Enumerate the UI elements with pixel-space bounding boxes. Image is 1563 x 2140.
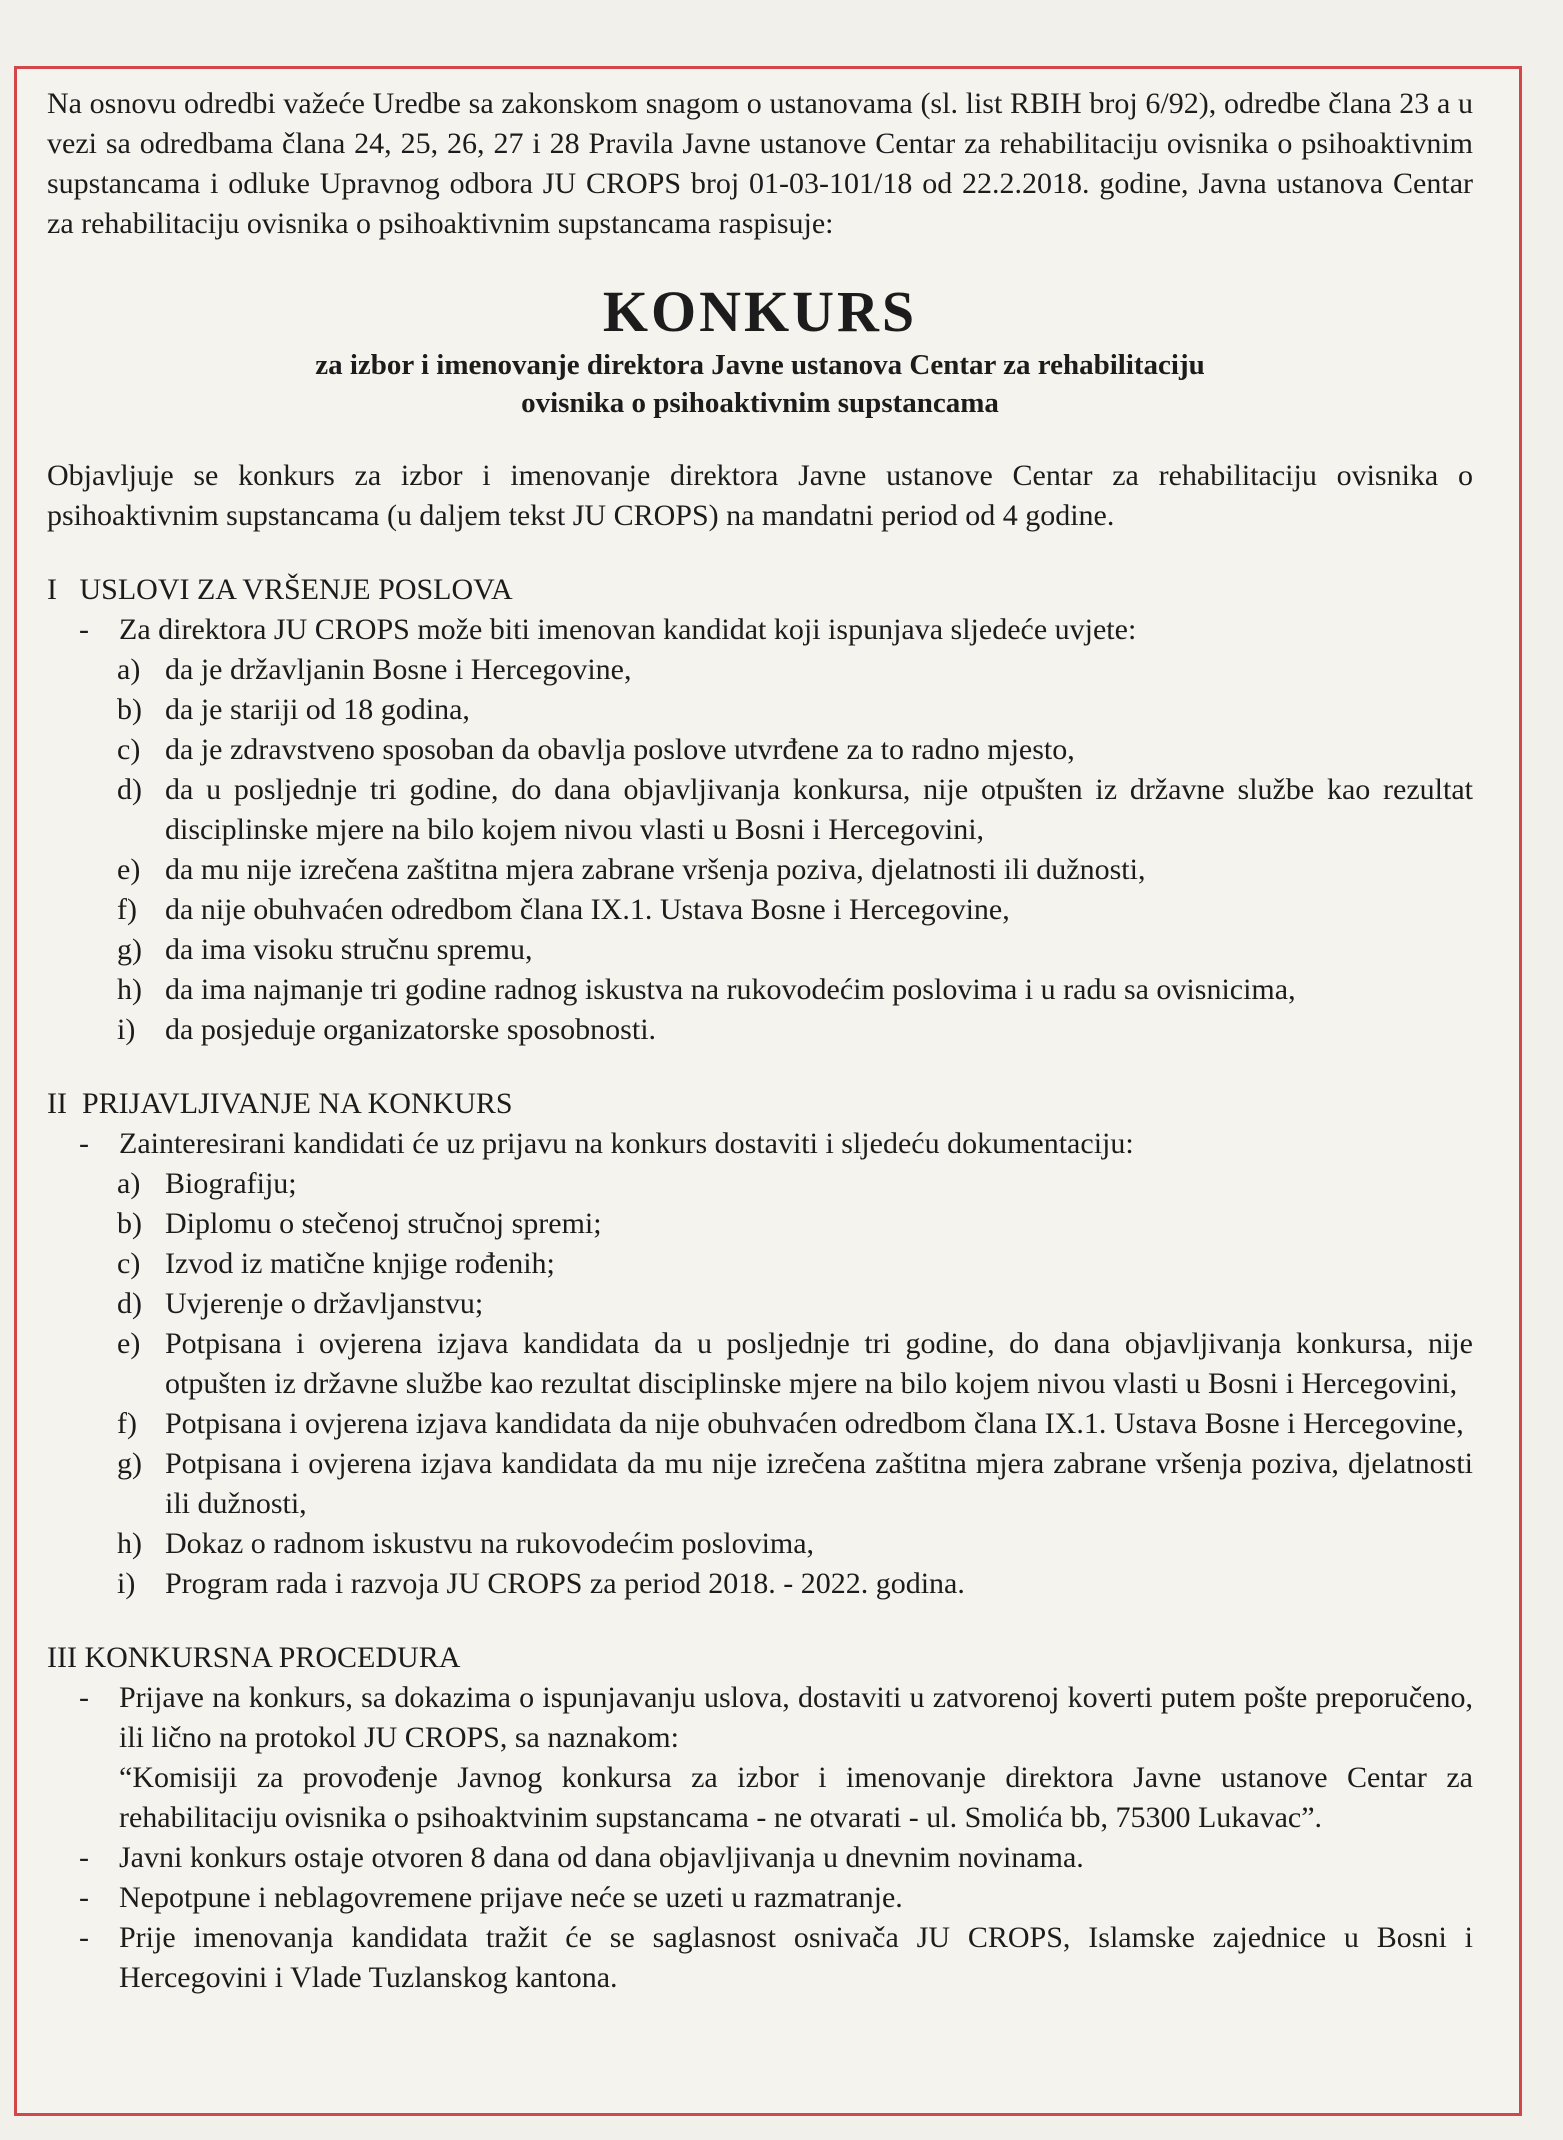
section-application bbox=[47, 1084, 1473, 1604]
announcement-paragraph: Objavljuje se konkurs za izbor i imenovanje direktora Javne ustanove Centar za rehabilitaciju ovisnika o psihoaktivnim supstancama (u daljem tekst JU CROPS) na mandatni period od 4 godine. bbox=[47, 459, 1473, 532]
item-label: c) bbox=[117, 733, 141, 766]
item-label: d) bbox=[117, 773, 142, 806]
list-item bbox=[47, 1324, 1473, 1404]
item-label: b) bbox=[117, 693, 142, 726]
list-item bbox=[47, 1678, 1473, 1758]
list-item bbox=[47, 1564, 1473, 1604]
item-text: Program rada i razvoja JU CROPS za period 2018. - 2022. godina. bbox=[165, 1567, 965, 1600]
document-content bbox=[47, 84, 1473, 1998]
list-item bbox=[47, 1838, 1473, 1878]
item-label: h) bbox=[117, 1527, 142, 1560]
item-text: Uvjerenje o državljanstvu; bbox=[165, 1287, 484, 1320]
item-label: i) bbox=[117, 1013, 136, 1046]
item-text: da je zdravstveno sposoban da obavlja poslove utvrđene za to radno mjesto, bbox=[165, 733, 1075, 766]
list-item bbox=[47, 970, 1473, 1010]
item-label: i) bbox=[117, 1567, 136, 1600]
procedure-bullet-list bbox=[47, 1678, 1473, 1758]
item-label: a) bbox=[117, 653, 141, 686]
conditions-list bbox=[47, 650, 1473, 1050]
item-label: g) bbox=[117, 933, 142, 966]
item-label: f) bbox=[117, 1407, 137, 1440]
document-subtitle-line-2: ovisnika o psihoaktivnim supstancama bbox=[521, 387, 999, 419]
dash-marker: - bbox=[79, 1881, 89, 1914]
section-lead: Za direktora JU CROPS može biti imenovan kandidat koji ispunjava sljedeće uvjete: bbox=[119, 613, 1137, 646]
item-text: da nije obuhvaćen odredbom člana IX.1. Ustava Bosne i Hercegovine, bbox=[165, 893, 1010, 926]
list-item bbox=[47, 1164, 1473, 1204]
item-text: Diplomu o stečenoj stručnoj spremi; bbox=[165, 1207, 602, 1240]
item-label: c) bbox=[117, 1247, 141, 1280]
section-conditions bbox=[47, 570, 1473, 1050]
document-subtitle-line-1: za izbor i imenovanje direktora Javne ustanova Centar za rehabilitaciju bbox=[315, 349, 1205, 381]
dash-marker: - bbox=[79, 1127, 89, 1160]
item-label: e) bbox=[117, 1327, 141, 1360]
dash-marker: - bbox=[79, 1681, 89, 1714]
list-item bbox=[47, 730, 1473, 770]
intro-paragraph: Na osnovu odredbi važeće Uredbe sa zakonskom snagom o ustanovama (sl. list RBIH broj 6/92), odredbe člana 23 a u vezi sa odredbama člana 24, 25, 26, 27 i 28 Pravila Javne ustanove Centar za rehabilitaciju ovisnika o psihoaktivnim supstancama i odluke Upravnog odbora JU CROPS broj 01-03-101/18 od 22.2.2018. godine, Javna ustanova Centar za rehabilitaciju ovisnika o psihoaktivnim supstancama raspisuje: bbox=[47, 87, 1473, 240]
section-procedure bbox=[47, 1638, 1473, 1998]
item-label: b) bbox=[117, 1207, 142, 1240]
item-label: d) bbox=[117, 1287, 142, 1320]
documents-list bbox=[47, 1164, 1473, 1604]
dash-marker: - bbox=[79, 613, 89, 646]
procedure-bullet-text: Prije imenovanja kandidata tražit će se saglasnost osnivača JU CROPS, Islamske zajednice u Bosni i Hercegovini i Vlade Tuzlanskog kantona. bbox=[119, 1921, 1473, 1994]
item-text: Potpisana i ovjerena izjava kandidata da nije obuhvaćen odredbom člana IX.1. Ustava Bosne i Hercegovine, bbox=[165, 1407, 1464, 1440]
list-item bbox=[47, 890, 1473, 930]
item-text: Potpisana i ovjerena izjava kandidata da mu nije izrečena zaštitna mjera zabrane vršenja poziva, djelatnosti ili dužnosti, bbox=[165, 1447, 1473, 1520]
item-label: e) bbox=[117, 853, 141, 886]
list-item bbox=[47, 610, 1473, 650]
item-label: h) bbox=[117, 973, 142, 1006]
item-text: da je stariji od 18 godina, bbox=[165, 693, 470, 726]
document-title: KONKURS bbox=[602, 279, 918, 344]
item-text: da posjeduje organizatorske sposobnosti. bbox=[165, 1013, 657, 1046]
item-label: f) bbox=[117, 893, 137, 926]
item-text: Potpisana i ovjerena izjava kandidata da u posljednje tri godine, do dana objavljivanja konkursa, nije otpušten iz državne službe kao rezultat disciplinske mjere na bilo kojem nivou vlasti u Bosni i Hercegovini, bbox=[165, 1327, 1473, 1400]
list-item bbox=[47, 1244, 1473, 1284]
envelope-address-quote: “Komisiji za provođenje Javnog konkursa za izbor i imenovanje direktora Javne ustanove Centar za rehabilitaciju ovisnika o psihoaktvinim supstancama - ne otvarati - ul. Smolića bb, 75300 Lukavac”. bbox=[119, 1761, 1473, 1834]
list-item bbox=[47, 1524, 1473, 1564]
procedure-bullet-text: Nepotpune i neblagovremene prijave neće se uzeti u razmatranje. bbox=[119, 1881, 903, 1914]
section-lead: Zainteresirani kandidati će uz prijavu na konkurs dostaviti i sljedeću dokumentaciju: bbox=[119, 1127, 1134, 1160]
item-text: Izvod iz matične knjige rođenih; bbox=[165, 1247, 555, 1280]
dash-marker: - bbox=[79, 1841, 89, 1874]
item-text: Dokaz o radnom iskustvu na rukovodećim poslovima, bbox=[165, 1527, 815, 1560]
title-block bbox=[47, 278, 1473, 422]
list-item bbox=[47, 1918, 1473, 1998]
list-item bbox=[47, 1284, 1473, 1324]
item-text: da ima visoku stručnu spremu, bbox=[165, 933, 533, 966]
section-bullet-list bbox=[47, 1124, 1473, 1164]
list-item bbox=[47, 1404, 1473, 1444]
list-item bbox=[47, 1444, 1473, 1524]
procedure-bullet-list bbox=[47, 1838, 1473, 1998]
item-label: g) bbox=[117, 1447, 142, 1480]
list-item bbox=[47, 850, 1473, 890]
list-item bbox=[47, 690, 1473, 730]
procedure-bullet-text: Javni konkurs ostaje otvoren 8 dana od dana objavljivanja u dnevnim novinama. bbox=[119, 1841, 1084, 1874]
list-item bbox=[47, 1878, 1473, 1918]
list-item bbox=[47, 650, 1473, 690]
procedure-bullet-text: Prijave na konkurs, sa dokazima o ispunjavanju uslova, dostaviti u zatvorenoj koverti putem pošte preporučeno, ili lično na protokol JU CROPS, sa naznakom: bbox=[119, 1681, 1473, 1754]
item-text: da u posljednje tri godine, do dana objavljivanja konkursa, nije otpušten iz državne službe kao rezultat disciplinske mjere na bilo kojem nivou vlasti u Bosni i Hercegovini, bbox=[165, 773, 1473, 846]
item-text: da mu nije izrečena zaštitna mjera zabrane vršenja poziva, djelatnosti ili dužnosti, bbox=[165, 853, 1146, 886]
section-heading: I USLOVI ZA VRŠENJE POSLOVA bbox=[47, 573, 513, 606]
item-label: a) bbox=[117, 1167, 141, 1200]
list-item bbox=[47, 1010, 1473, 1050]
list-item bbox=[47, 770, 1473, 850]
list-item bbox=[47, 1124, 1473, 1164]
item-text: Biografiju; bbox=[165, 1167, 297, 1200]
item-text: da ima najmanje tri godine radnog iskustva na rukovodećim poslovima i u radu sa ovisnicima, bbox=[165, 973, 1296, 1006]
list-item bbox=[47, 930, 1473, 970]
section-bullet-list bbox=[47, 610, 1473, 650]
dash-marker: - bbox=[79, 1921, 89, 1954]
section-heading: II PRIJAVLJIVANJE NA KONKURS bbox=[47, 1087, 513, 1120]
section-heading: III KONKURSNA PROCEDURA bbox=[47, 1641, 461, 1674]
list-item bbox=[47, 1204, 1473, 1244]
item-text: da je državljanin Bosne i Hercegovine, bbox=[165, 653, 632, 686]
